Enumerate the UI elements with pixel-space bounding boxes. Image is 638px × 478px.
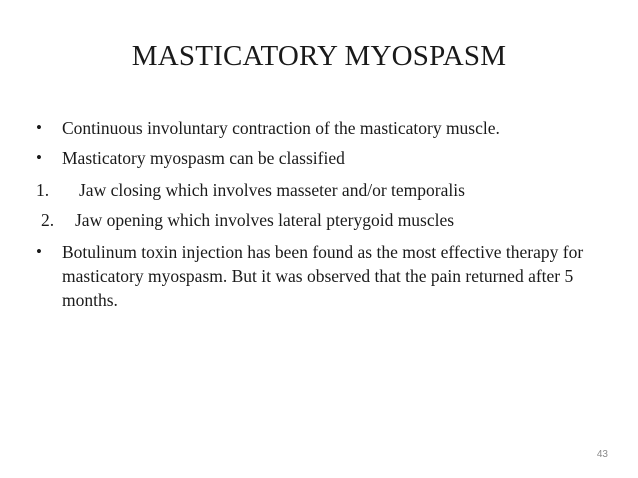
bullet-text: Masticatory myospasm can be classified (62, 148, 345, 168)
bullet-text: Botulinum toxin injection has been found as the most effective therapy for masticatory myospasm. But it was observed that the pain returned after 5 months. (62, 242, 584, 310)
bullet-marker: • (36, 118, 42, 137)
page-number: 43 (596, 449, 608, 460)
bullet-marker: • (36, 242, 42, 261)
numbered-item-text: Jaw opening which involves lateral pterygoid muscles (75, 210, 455, 230)
list-number: 1. (36, 180, 50, 200)
slide-title: MASTICATORY MYOSPASM (131, 40, 507, 72)
bullet-text: Continuous involuntary contraction of the masticatory muscle. (62, 118, 500, 138)
bullet-marker: • (36, 148, 42, 167)
list-number: 2. (41, 210, 55, 230)
numbered-item-text: Jaw closing which involves masseter and/or temporalis (79, 180, 465, 200)
